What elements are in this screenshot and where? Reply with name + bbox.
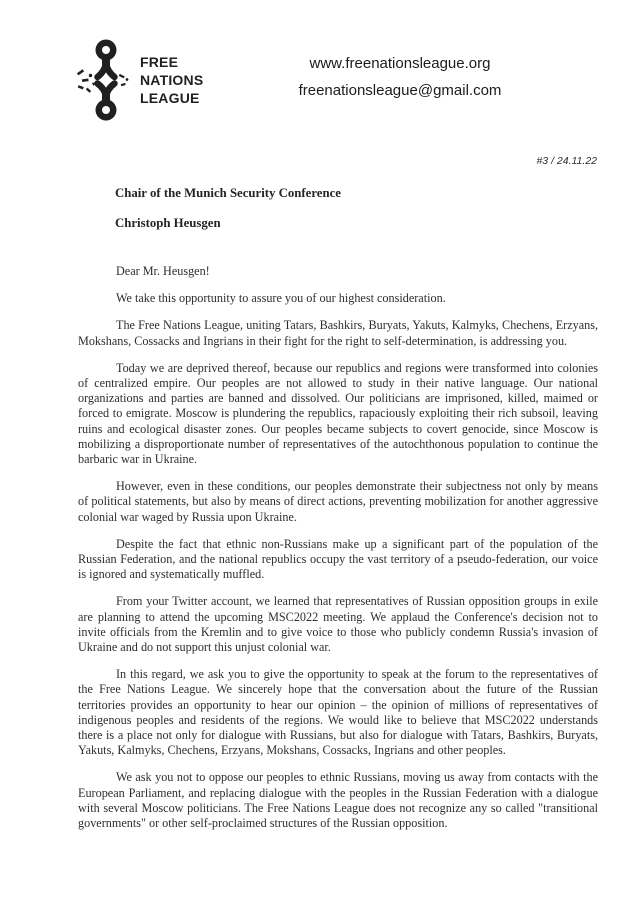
recipient-block <box>115 186 341 231</box>
letter-paragraph: We take this opportunity to assure you of our highest consideration. <box>116 291 446 306</box>
logo-line-free: FREE <box>140 54 179 70</box>
broken-chain-icon <box>76 38 132 122</box>
letter-paragraph: We ask you not to oppose our peoples to ethnic Russians, moving us away from contacts with the European Parliament, and replacing dialogue with the peoples in the Russian Federation with a dialogue with several Moscow politicians. The Free Nations League does not recognize any so called "transitional governments" or other self-proclaimed structures of the Russian opposition. <box>78 770 598 831</box>
letter-paragraph: Despite the fact that ethnic non-Russians make up a significant part of the population of the Russian Federation, and the national republics occupy the vast territory of a pseudo-federation, our voice is ignored and systematically muffled. <box>78 536 598 582</box>
letterhead-contact <box>250 50 550 104</box>
logo-wordmark <box>140 53 203 107</box>
recipient-title: Chair of the Munich Security Conference <box>115 186 341 200</box>
letterhead-logo <box>76 38 203 122</box>
letter-paragraph: However, even in these conditions, our peoples demonstrate their subjectness not only by means of political statements, but also by means of direct actions, preventing mobilization for another aggressive colonial war waged by Russia upon Ukraine. <box>78 479 598 524</box>
letter-paragraph: From your Twitter account, we learned that representatives of Russian opposition groups in exile are planning to attend the upcoming MSC2022 meeting. We applaud the Conference's decision not to invite officials from the Kremlin and to give voice to those who publicly condemn Russia's invasion of Ukraine and do not support this unjust colonial war. <box>78 594 598 655</box>
reference-number: #3 / 24.11.22 <box>536 155 597 167</box>
logo-line-nations: NATIONS <box>140 72 204 88</box>
website-link[interactable]: www.freenationsleague.org <box>309 55 491 72</box>
email-link[interactable]: freenationsleague@gmail.com <box>298 82 502 99</box>
letter-paragraph: The Free Nations League, uniting Tatars, Bashkirs, Buryats, Yakuts, Kalmyks, Chechens, Erzyans, Mokshans, Cossacks and Ingrians in their fight for the right to self-determination, is addressing you. <box>78 318 598 348</box>
letter-paragraph: Today we are deprived thereof, because our republics and regions were transformed into colonies of centralized empire. Our peoples are not allowed to study in their native language. Our national organizations and parties are banned and dissolved. Our politicians are imprisoned, killed, maimed or forced to emigrate. Moscow is plundering the republics, rapaciously exploiting their rich subsoil, leaving ruins and ecological disaster zones. Our peoples became subjects to covert genocide, since Moscow is mobilizing a disproportionate number of representatives of the autochthonous population to continue the barbaric war in Ukraine. <box>78 360 598 467</box>
letter-paragraph: Dear Mr. Heusgen! <box>116 264 210 278</box>
letter-body <box>78 264 598 843</box>
letter-paragraph: In this regard, we ask you to give the opportunity to speak at the forum to the representatives of the Free Nations League. We sincerely hope that the conversation about the future of the Russian territories provides an opportunity to hear our opinion – the opinion of millions of representatives of indigenous peoples and residents of the regions. We would like to believe that MSC2022 understands there is a place not only for dialogue with Russians, but also for dialogue with Tatars, Bashkirs, Buryats, Yakuts, Kalmyks, Chechens, Erzyans, Mokshans, Cossacks, Ingrians and other peoples. <box>78 667 598 758</box>
logo-line-league: LEAGUE <box>140 90 200 106</box>
recipient-name: Christoph Heusgen <box>115 216 221 230</box>
